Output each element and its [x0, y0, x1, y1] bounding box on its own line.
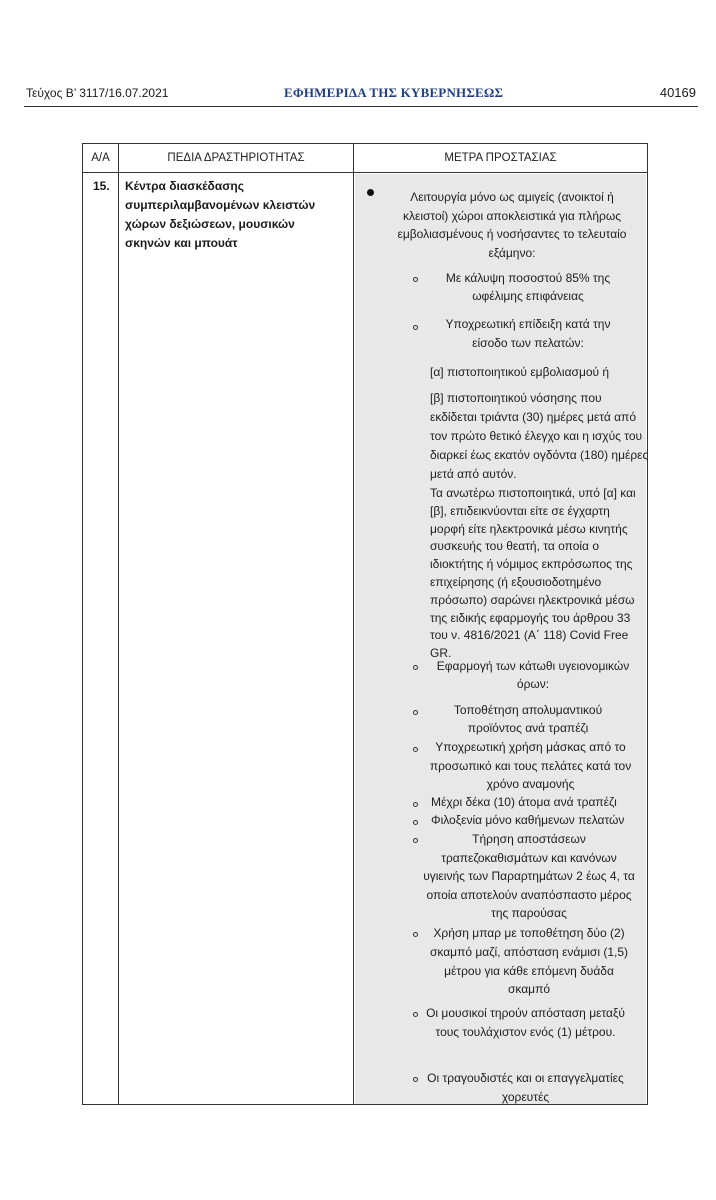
measure-cert-b: [β] πιστοποιητικού νόσησης που εκδίδεται τριάντα (30) ημέρες μετά από τον πρώτο θετικό έλεγχο και η ισχύς του διαρκεί έως εκατόν ογδόντα (180) ημέρες μετά από αυτόν. [430, 391, 649, 481]
circle-bullet-icon [413, 802, 418, 807]
measure-cert-a: [α] πιστοποιητικού εμβολιασμού ή [430, 365, 610, 379]
page-number: 40169 [659, 85, 696, 100]
circle-bullet-icon [413, 1077, 418, 1082]
gazette-title: ΕΦΗΜΕΡΙΔΑ ΤΗΣ ΚΥΒΕΡΝΗΣΕΩΣ [284, 85, 504, 100]
circle-bullet-icon [413, 838, 418, 843]
circle-bullet-icon [413, 665, 418, 670]
measure-ten-people: Μέχρι δέκα (10) άτομα ανά τραπέζι [431, 795, 617, 809]
measure-masks: Υποχρεωτική χρήση μάσκας από το προσωπικό και τους πελάτες κατά τον χρόνο αναμονής [429, 740, 632, 791]
header-row-divider [83, 172, 647, 173]
circle-bullet-icon [413, 1012, 418, 1017]
measure-cert-note: Τα ανωτέρω πιστοποιητικά, υπό [α] και [β], επιδεικνύονται είτε σε έγχαρτη μορφή είτε ηλεκτρονικά μέσω κινητής συσκευής του θεατή, τα οποία ο ιδιοκτήτης ή νόμιμος εκπρόσωπος της επιχείρησης (ή εξουσιοδοτημένο πρόσωπο) σαρώνει ηλεκτρονικά μέσω της ειδικής εφαρμογής του άρθρου 33 του ν. 4816/2021 (Α΄ 118) Covid Free GR. [430, 486, 636, 661]
column-divider-2 [353, 144, 354, 1104]
circle-bullet-icon [413, 277, 418, 282]
header-cell-aa: Α/Α [91, 152, 110, 164]
header-cell-measures: ΜΕΤΡΑ ΠΡΟΣΤΑΣΙΑΣ [444, 152, 557, 164]
measure-health-terms: Εφαρμογή των κάτωθι υγειονομικών όρων: [436, 659, 630, 691]
activity-field: Κέντρα διασκέδασης συμπεριλαμβανομένων κλειστών χώρων δεξιώσεων, μουσικών σκηνών και μπουάτ [125, 179, 316, 250]
circle-bullet-icon [413, 325, 418, 330]
page-header [26, 86, 698, 106]
column-divider-1 [118, 144, 119, 1104]
measure-seated-only: Φιλοξενία μόνο καθήμενων πελατών [431, 813, 625, 827]
header-rule [24, 106, 698, 107]
circle-bullet-icon [413, 932, 418, 937]
bullet-icon [367, 189, 374, 196]
measure-bar: Χρήση μπαρ με τοποθέτηση δύο (2) σκαμπό μαζί, απόσταση ενάμισι (1,5) μέτρου για κάθε επόμενη δυάδα σκαμπό [429, 926, 629, 997]
measure-disinfectant: Τοποθέτηση απολυμαντικού προϊόντος ανά τραπέζι [453, 703, 603, 735]
measure-musicians: Οι μουσικοί τηρούν απόσταση μεταξύ τους τουλάχιστον ενός (1) μέτρου. [426, 1006, 625, 1039]
measures-table [82, 143, 648, 1105]
row-number: 15. [93, 179, 110, 193]
measure-mandatory-proof: Υποχρεωτική επίδειξη κατά την είσοδο των πελατών: [445, 317, 611, 350]
circle-bullet-icon [413, 820, 418, 825]
header-cell-fields: ΠΕΔΙΑ ΔΡΑΣΤΗΡΙΟΤΗΤΑΣ [167, 152, 305, 164]
measure-main: Λειτουργία μόνο ως αμιγείς (ανοικτοί ή κλειστοί) χώροι αποκλειστικά για πλήρως εμβολιασμένους ή νοσήσαντες το τελευταίο εξάμηνο: [397, 190, 627, 260]
issue-number: Τεύχος Β’ 3117/16.07.2021 [26, 86, 169, 100]
circle-bullet-icon [413, 710, 418, 715]
circle-bullet-icon [413, 747, 418, 752]
measure-coverage: Με κάλυψη ποσοστού 85% της ωφέλιμης επιφάνειας [445, 271, 611, 303]
measure-distances: Τήρηση αποστάσεων τραπεζοκαθισμάτων και κανόνων υγιεινής των Παραρτημάτων 2 έως 4, τα οποία αποτελούν αναπόσπαστο μέρος της παρούσας [423, 832, 635, 921]
measure-singers: Οι τραγουδιστές και οι επαγγελματίες χορευτές [427, 1071, 624, 1104]
